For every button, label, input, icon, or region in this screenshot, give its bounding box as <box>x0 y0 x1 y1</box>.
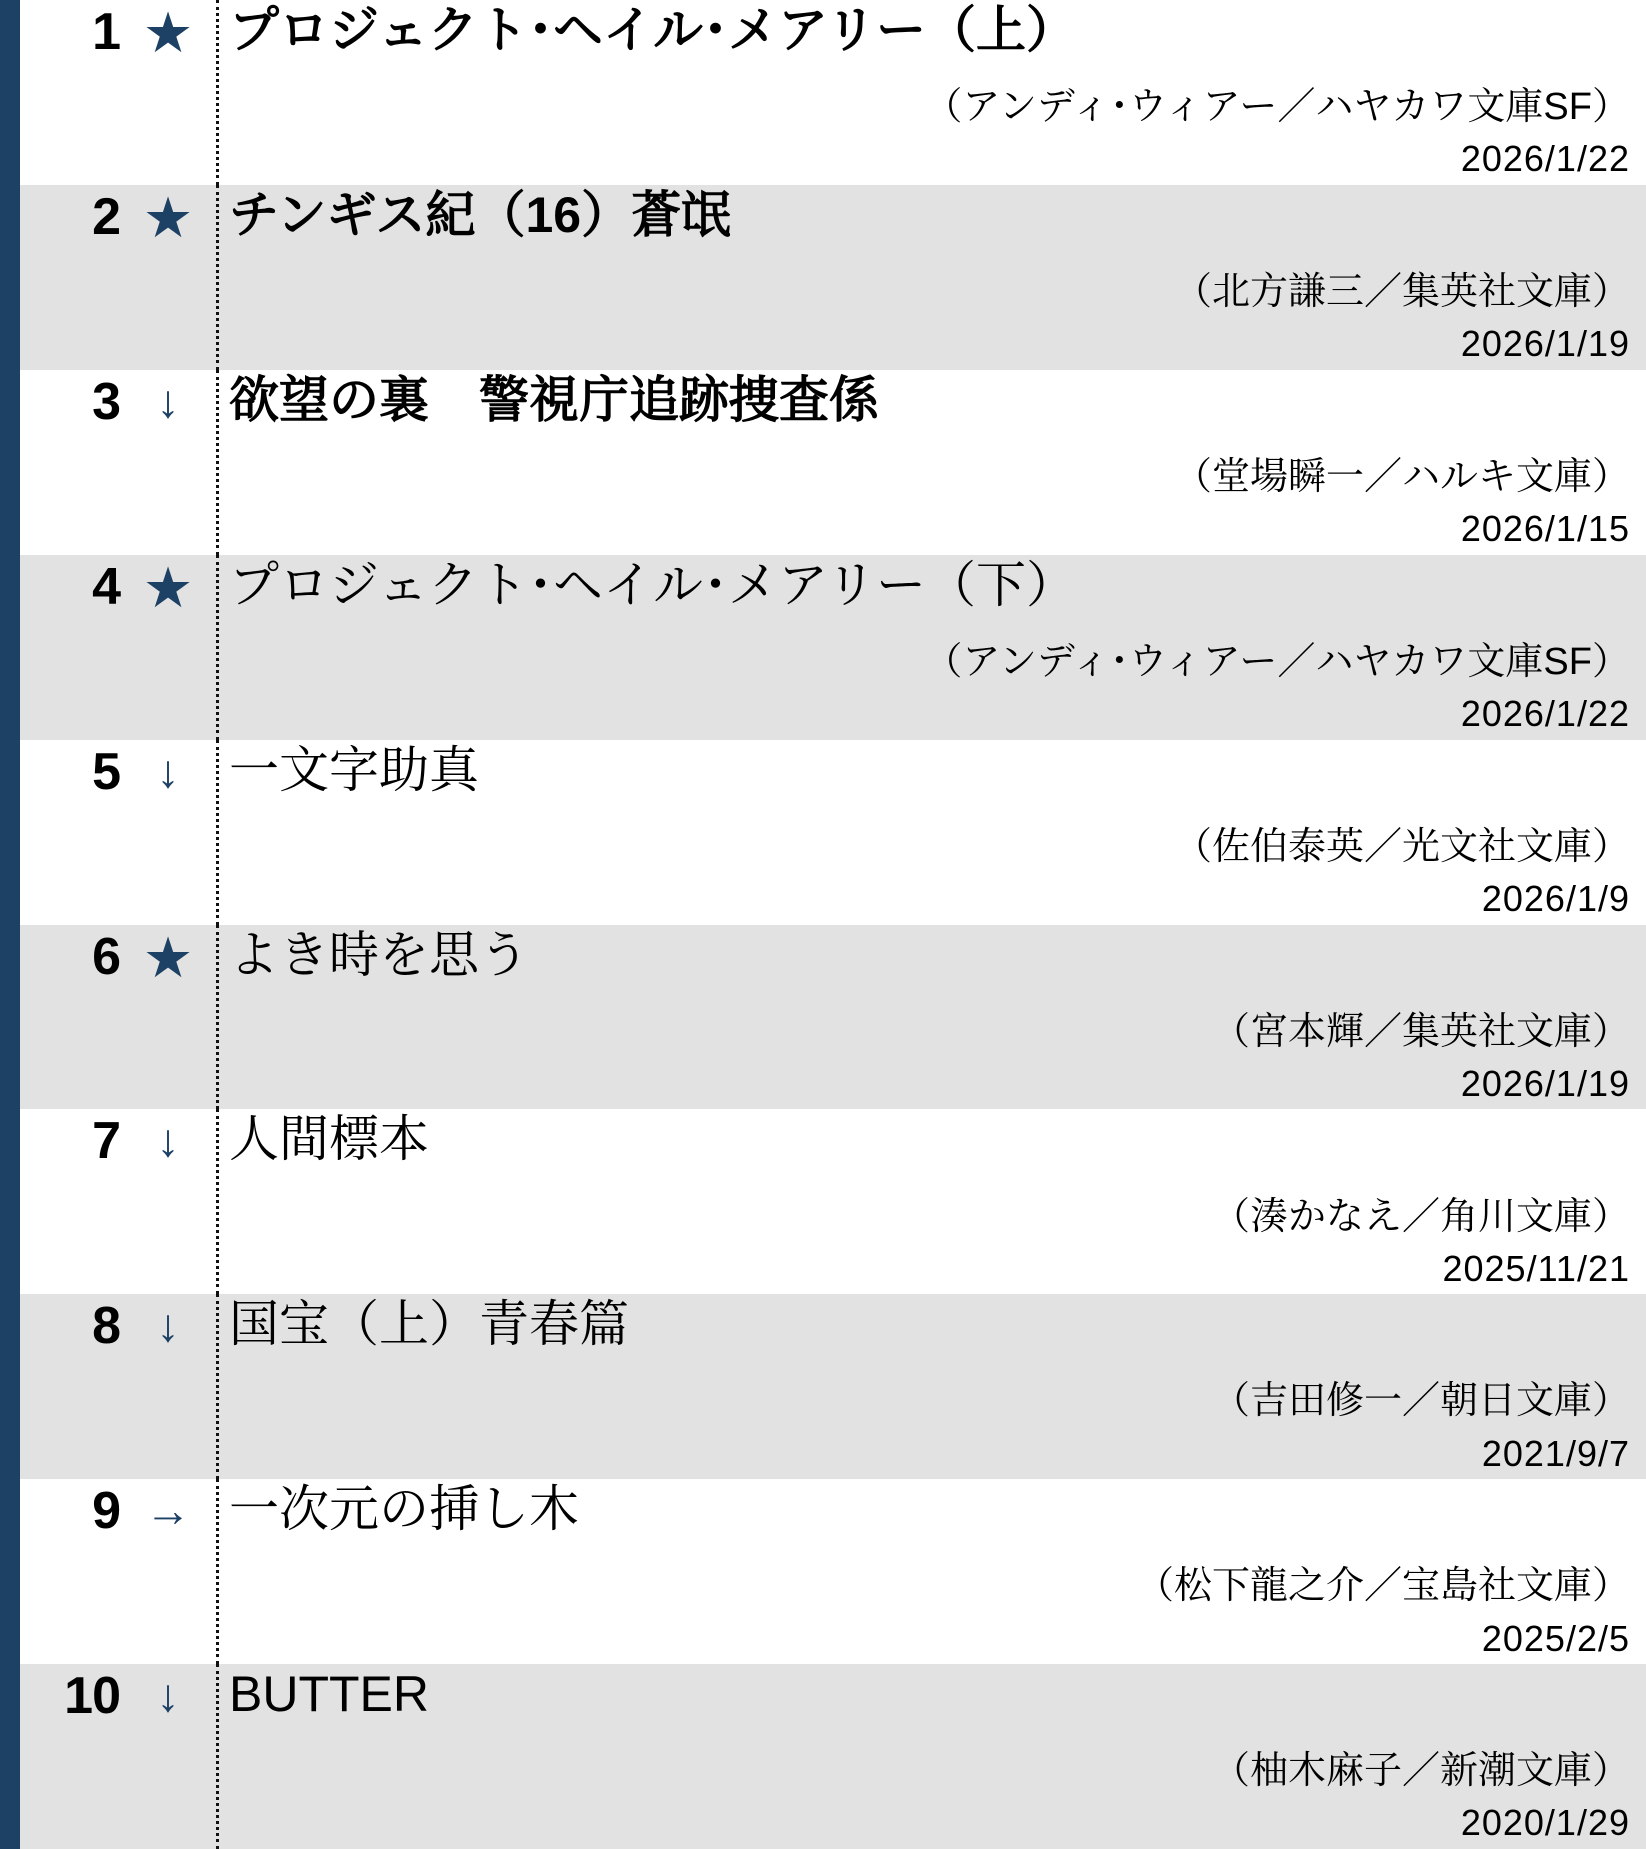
book-author-publisher: （堂場瞬一／ハルキ文庫） <box>1173 455 1630 498</box>
row-content <box>229 740 1646 925</box>
arrow-down-icon: ↓ <box>156 1299 180 1352</box>
rank-number: 2 <box>92 187 120 246</box>
book-date: 2026/1/15 <box>1460 508 1630 550</box>
book-title: 国宝（上）青春篇 <box>229 1296 629 1353</box>
book-title: 人間標本 <box>229 1111 429 1168</box>
table-row <box>20 1479 1646 1664</box>
table-row <box>20 555 1646 740</box>
book-title: 一文字助真 <box>229 741 479 798</box>
row-content <box>229 1109 1646 1294</box>
row-divider <box>216 1294 219 1479</box>
table-row <box>20 740 1646 925</box>
book-date: 2026/1/9 <box>1481 877 1630 919</box>
star-icon: ★ <box>145 5 191 61</box>
book-date: 2025/11/21 <box>1442 1247 1630 1289</box>
book-date: 2025/2/5 <box>1481 1617 1630 1659</box>
book-author-publisher: （柚木麻子／新潮文庫） <box>1211 1750 1630 1793</box>
book-title: チンギス紀（16）蒼氓 <box>229 186 732 243</box>
row-content <box>229 0 1646 185</box>
left-accent-bar <box>0 0 20 1849</box>
book-date: 2026/1/19 <box>1460 1062 1630 1104</box>
book-date: 2026/1/22 <box>1460 693 1630 735</box>
book-author-publisher: （アンディ･ウィアー／ハヤカワ文庫SF） <box>924 640 1630 683</box>
row-divider <box>216 1109 219 1294</box>
book-title: よき時を思う <box>229 926 529 983</box>
arrow-down-icon: ↓ <box>156 1114 180 1167</box>
ranking-rows <box>20 0 1646 1849</box>
table-row <box>20 0 1646 185</box>
book-author-publisher: （佐伯泰英／光文社文庫） <box>1173 825 1630 868</box>
row-divider <box>216 740 219 925</box>
row-content <box>229 1479 1646 1664</box>
book-author-publisher: （松下龍之介／宝島社文庫） <box>1135 1565 1630 1608</box>
star-icon: ★ <box>145 559 191 616</box>
star-icon: ★ <box>145 189 191 246</box>
book-date: 2026/1/19 <box>1460 323 1630 365</box>
book-author-publisher: （湊かなえ／角川文庫） <box>1211 1195 1630 1238</box>
rank-number: 4 <box>92 557 120 616</box>
table-row <box>20 925 1646 1110</box>
row-divider <box>216 1479 219 1664</box>
book-author-publisher: （吉田修一／朝日文庫） <box>1211 1380 1630 1423</box>
rank-number: 9 <box>92 1482 120 1541</box>
row-divider <box>216 1664 219 1849</box>
rank-number: 6 <box>92 927 120 986</box>
table-row <box>20 1664 1646 1849</box>
row-divider <box>216 0 219 185</box>
book-title: BUTTER <box>229 1666 429 1723</box>
book-date: 2021/9/7 <box>1481 1432 1630 1474</box>
book-title: 一次元の挿し木 <box>229 1481 579 1538</box>
book-title: 欲望の裏 警視庁追跡捜査係 <box>229 371 879 428</box>
row-divider <box>216 185 219 370</box>
row-divider <box>216 555 219 740</box>
star-icon: ★ <box>145 929 191 986</box>
book-author-publisher: （北方謙三／集英社文庫） <box>1173 271 1630 314</box>
table-row <box>20 185 1646 370</box>
rank-number: 10 <box>64 1667 120 1726</box>
row-content <box>229 1664 1646 1849</box>
table-row <box>20 370 1646 555</box>
row-divider <box>216 925 219 1110</box>
row-content <box>229 1294 1646 1479</box>
arrow-right-icon: → <box>145 1484 191 1537</box>
rank-number: 1 <box>92 3 120 61</box>
table-row <box>20 1109 1646 1294</box>
arrow-down-icon: ↓ <box>156 744 180 797</box>
row-content <box>229 555 1646 740</box>
arrow-down-icon: ↓ <box>156 1669 180 1722</box>
rank-number: 8 <box>92 1297 120 1356</box>
row-content <box>229 185 1646 370</box>
book-title: プロジェクト･ヘイル･メアリー（上） <box>229 2 1076 58</box>
book-title: プロジェクト･ヘイル･メアリー（下） <box>229 556 1076 613</box>
row-content <box>229 925 1646 1110</box>
book-author-publisher: （アンディ･ウィアー／ハヤカワ文庫SF） <box>924 86 1630 129</box>
arrow-down-icon: ↓ <box>156 374 180 427</box>
rank-number: 7 <box>92 1112 120 1171</box>
rank-number: 5 <box>92 742 120 801</box>
table-row <box>20 1294 1646 1479</box>
row-content <box>229 370 1646 555</box>
row-divider <box>216 370 219 555</box>
rank-number: 3 <box>92 372 120 431</box>
book-author-publisher: （宮本輝／集英社文庫） <box>1211 1010 1630 1053</box>
book-date: 2026/1/22 <box>1460 138 1630 180</box>
book-date: 2020/1/29 <box>1460 1802 1630 1844</box>
